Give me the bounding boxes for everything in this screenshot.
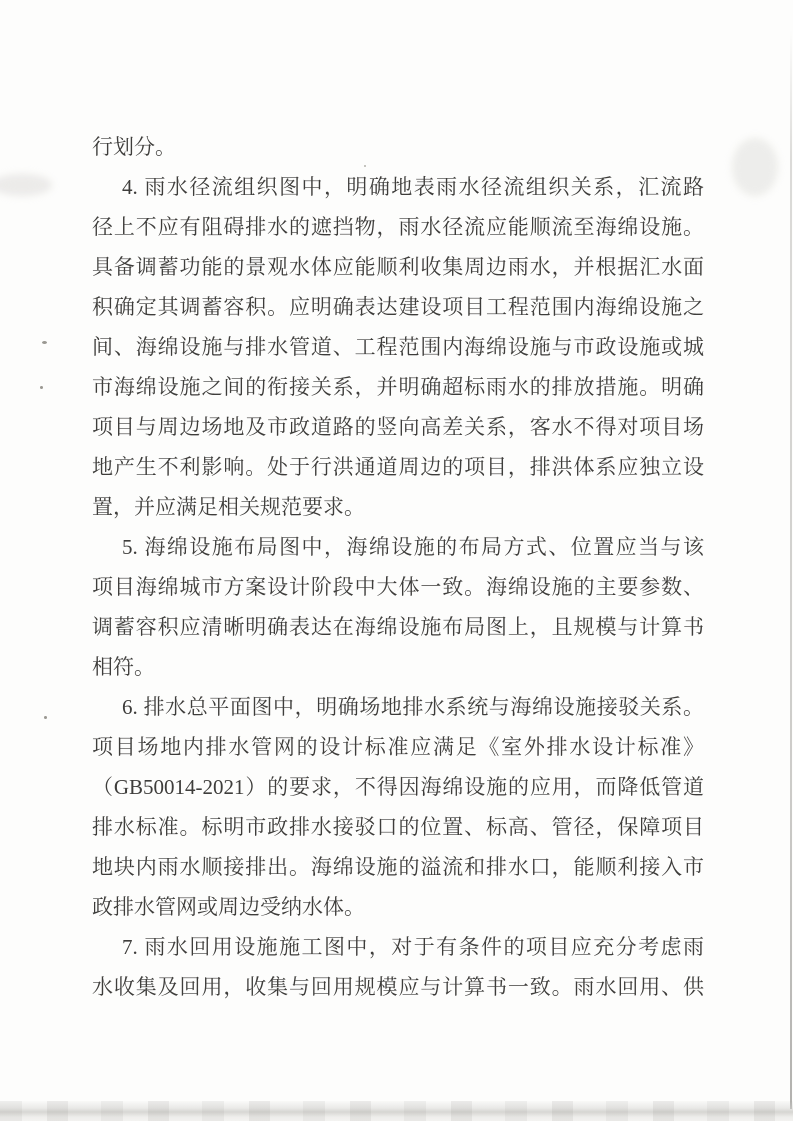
scan-right-edge-line [790, 30, 792, 1109]
text-line: 排水标准。标明市政排水接驳口的位置、标高、管径，保障项目 [92, 815, 704, 839]
text-line: 置，并应满足相关规范要求。 [92, 495, 365, 519]
text-line: 地块内雨水顺接排出。海绵设施的溢流和排水口，能顺利接入市 [92, 855, 704, 879]
text-line: 政排水管网或周边受纳水体。 [92, 895, 365, 919]
text-line: 调蓄容积应清晰明确表达在海绵设施布局图上，且规模与计算书 [92, 615, 704, 639]
text-line: 6. 排水总平面图中，明确场地排水系统与海绵设施接驳关系。 [122, 695, 704, 719]
scan-speck [364, 165, 366, 167]
text-line: 市海绵设施之间的衔接关系，并明确超标雨水的排放措施。明确 [92, 375, 704, 399]
text-line: 积确定其调蓄容积。应明确表达建设项目工程范围内海绵设施之 [92, 295, 704, 319]
text-line: 水收集及回用，收集与回用规模应与计算书一致。雨水回用、供 [92, 975, 704, 999]
scan-bottom-shadow [0, 1101, 793, 1121]
text-line: 4. 雨水径流组织图中，明确地表雨水径流组织关系，汇流路 [122, 175, 704, 199]
scan-bottom-shadow-texture [0, 1101, 793, 1121]
text-line: 相符。 [92, 655, 155, 679]
text-line: 行划分。 [92, 135, 176, 159]
scan-smudge [0, 174, 52, 196]
text-line: 具备调蓄功能的景观水体应能顺利收集周边雨水，并根据汇水面 [92, 255, 704, 279]
scan-speck [42, 341, 47, 344]
text-line: 地产生不利影响。处于行洪通道周边的项目，排洪体系应独立设 [92, 455, 704, 479]
scan-smudge [732, 138, 778, 196]
text-line: 项目与周边场地及市政道路的竖向高差关系，客水不得对项目场 [92, 415, 704, 439]
text-line: （GB50014-2021）的要求，不得因海绵设施的应用，而降低管道 [92, 775, 704, 799]
text-line: 5. 海绵设施布局图中，海绵设施的布局方式、位置应当与该 [122, 535, 704, 559]
text-line: 项目场地内排水管网的设计标准应满足《室外排水设计标准》 [92, 735, 704, 759]
text-line: 径上不应有阻碍排水的遮挡物，雨水径流应能顺流至海绵设施。 [92, 215, 704, 239]
document-text [92, 127, 704, 1007]
text-line: 项目海绵城市方案设计阶段中大体一致。海绵设施的主要参数、 [92, 575, 704, 599]
text-line: 7. 雨水回用设施施工图中，对于有条件的项目应充分考虑雨 [122, 935, 704, 959]
scan-speck [40, 386, 43, 389]
scan-speck [44, 716, 47, 719]
text-line: 间、海绵设施与排水管道、工程范围内海绵设施与市政设施或城 [92, 335, 704, 359]
